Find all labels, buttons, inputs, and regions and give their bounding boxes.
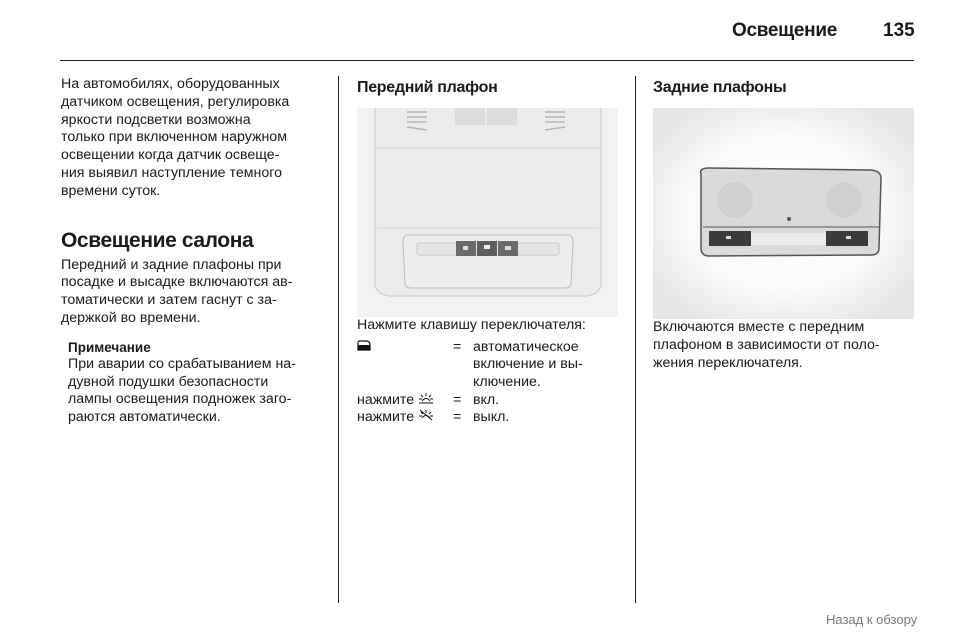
legend-value: вкл. [473,391,500,408]
column-1 [61,76,331,427]
back-to-overview-link[interactable]: Назад к обзору [826,612,918,627]
legend-value: автоматическое включение и вы- ключение. [473,338,583,390]
note-box [68,340,331,427]
rear-dome-light-illustration [653,108,914,319]
light-on-icon [418,392,434,408]
switch-instruction: Нажмите клавишу переключателя: [357,317,586,333]
rear-dome-light-figure [653,108,914,319]
note-title: Примечание [68,339,151,355]
front-light-heading: Передний плафон [357,79,498,96]
body-paragraph: Передний и задние плафоны при посадке и высадке включаются ав- томатически и затем гаснут с за- держкой во времени. [61,256,293,326]
note-text: При аварии со срабатыванием на- дувной подушки безопасности лампы освещения подножек заго- раются автоматически. [68,355,296,426]
section-title: Освещение [732,20,837,41]
front-dome-light-illustration [357,108,618,317]
legend-row: нажмите = вкл. [357,392,583,410]
front-dome-light-figure [357,108,618,317]
intro-paragraph: На автомобилях, оборудованных датчиком освещения, регулировка яркости подсветки возможна только при включенном наружном освещении когда датчик освеще- ния выявил наступление темного времени суток. [61,76,290,199]
rear-lights-heading: Задние плафоны [653,79,787,96]
light-off-icon [418,409,434,425]
page-number: 135 [883,20,915,41]
column-3 [653,76,923,372]
legend-value: выкл. [473,409,510,426]
switch-legend [357,339,583,427]
legend-row: = автоматическое включение и вы- ключение. [357,339,583,392]
rear-lights-text: Включаются вместе с передним плафоном в зависимости от поло- жения переключателя. [653,319,880,371]
header-rule [60,60,914,61]
column-2 [357,76,627,427]
column-divider-1 [338,76,339,603]
door-contact-icon [357,339,371,355]
section-heading: Освещение салона [61,228,254,252]
legend-row: нажмите = выкл. [357,409,583,427]
column-divider-2 [635,76,636,603]
